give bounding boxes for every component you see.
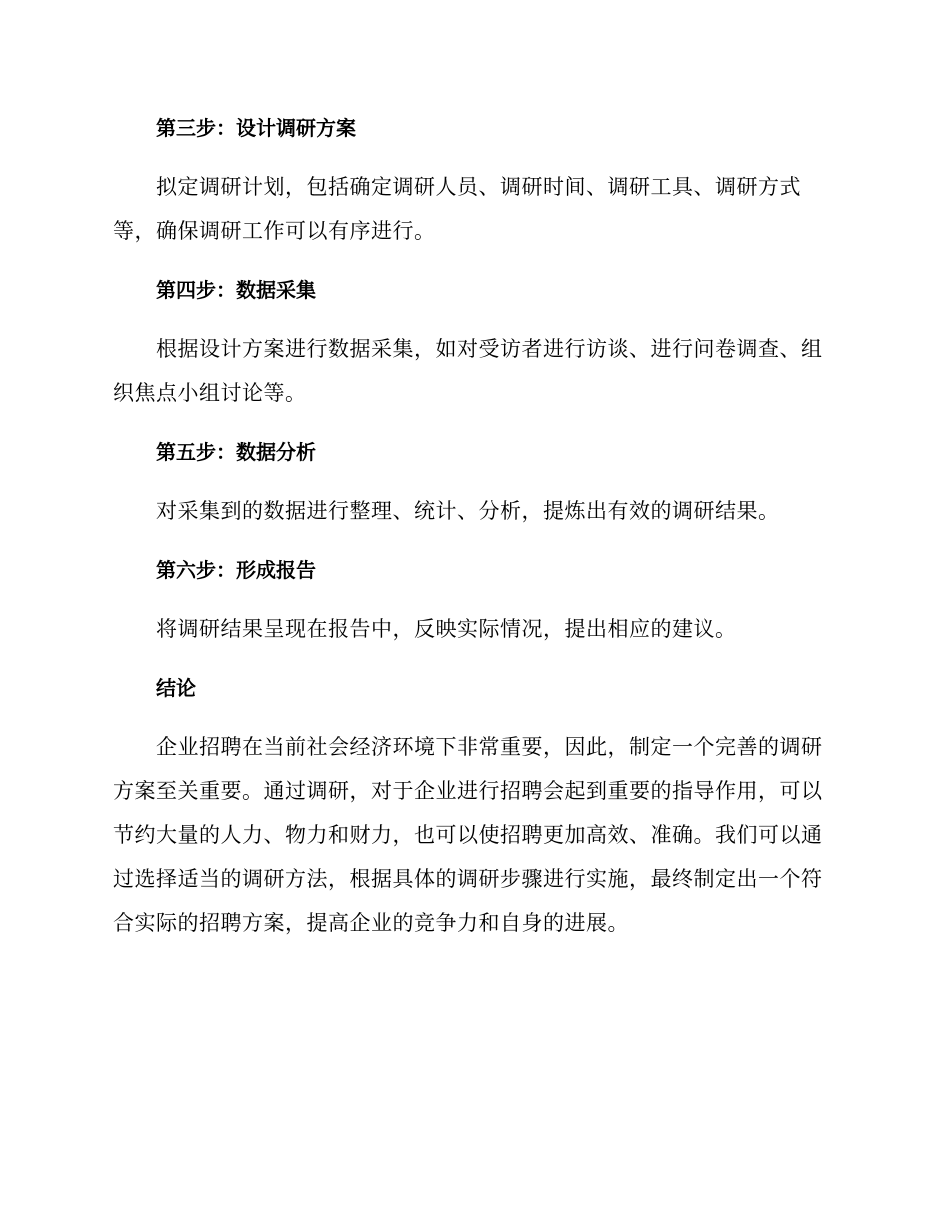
section-paragraph-step4: 根据设计方案进行数据采集，如对受访者进行访谈、进行问卷调查、组织焦点小组讨论等。 <box>113 337 823 405</box>
section-paragraph-step6: 将调研结果呈现在报告中，反映实际情况，提出相应的建议。 <box>156 617 737 641</box>
section-heading-step4: 第四步：数据采集 <box>156 278 316 302</box>
section-paragraph-step3: 拟定调研计划，包括确定调研人员、调研时间、调研工具、调研方式等，确保调研工作可以有序进行。 <box>113 175 801 243</box>
section-paragraph-conclusion: 企业招聘在当前社会经济环境下非常重要，因此，制定一个完善的调研方案至关重要。通过调研，对于企业进行招聘会起到重要的指导作用，可以节约大量的人力、物力和财力，也可以使招聘更加高效、准确。我们可以通过选择适当的调研方法，根据具体的调研步骤进行实施，最终制定出一个符合实际的招聘方案，提高企业的竞争力和自身的进展。 <box>113 735 823 935</box>
section-heading-conclusion: 结论 <box>156 676 196 700</box>
section-paragraph-step5: 对采集到的数据进行整理、统计、分析，提炼出有效的调研结果。 <box>156 499 780 523</box>
section-heading-step3: 第三步：设计调研方案 <box>156 116 356 140</box>
document-body <box>113 113 833 945</box>
section-heading-step5: 第五步：数据分析 <box>156 440 316 464</box>
section-heading-step6: 第六步：形成报告 <box>156 558 316 582</box>
